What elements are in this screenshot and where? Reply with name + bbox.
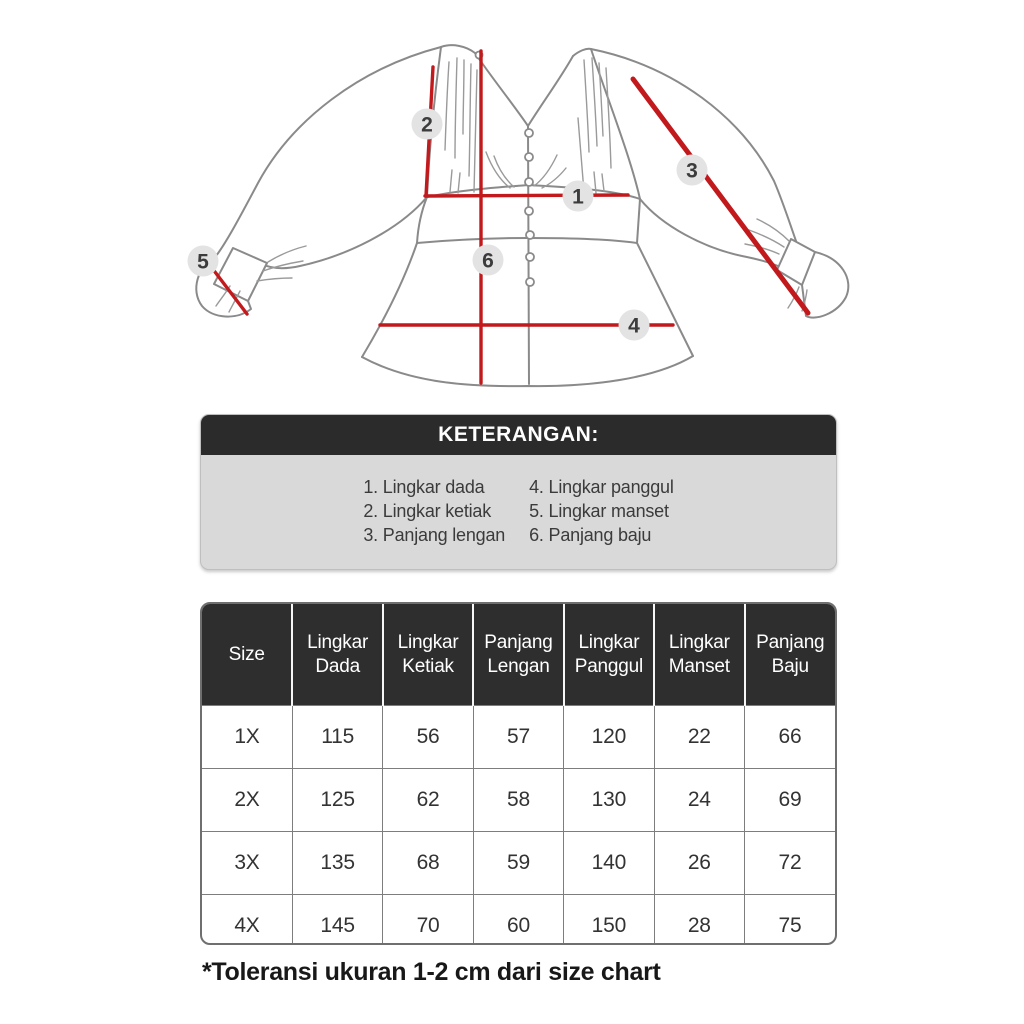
column-header-lingkar-dada [292,604,382,706]
size-table-grid [202,604,835,945]
cell-value: 150 [564,895,654,946]
header-line: Lingkar [397,631,459,653]
header-line: Manset [668,655,730,677]
cell-value: 130 [564,769,654,832]
pleat-line [455,58,457,158]
cuff-band-left [214,248,267,301]
header-line: Lingkar [307,631,369,653]
header-line: Lingkar [578,631,640,653]
cell-value: 75 [745,895,835,946]
pleat-line [542,168,566,188]
header-line: Lengan [487,655,550,677]
size-table-body [202,706,835,946]
header-row [202,604,835,706]
skirt-side-right [637,243,693,356]
cell-value: 70 [383,895,473,946]
marker-label: 1 [572,185,584,209]
legend-column-left [363,475,505,547]
cell-value: 59 [473,832,563,895]
marker-label: 3 [686,159,698,183]
pleat-line [474,70,477,192]
measurement-line-lingkar-dada [425,195,628,196]
column-header-panjang-lengan [473,604,563,706]
measurement-marker-2 [412,109,443,140]
neckline-right [573,49,591,56]
marker-label: 5 [197,250,209,274]
button [525,207,533,215]
table-row-1x [202,706,835,769]
header-line: Panggul [574,655,644,677]
legend-panel [200,414,837,570]
legend-item: 3. Panjang lengan [363,525,506,545]
v-neck [475,53,573,126]
button [526,278,534,286]
sleeve-left-outer [216,47,441,256]
sleeve-left-inner [262,197,427,268]
footnote: *Toleransi ukuran 1-2 cm dari size chart [202,958,661,986]
cell-size: 4X [202,895,292,946]
button [525,153,533,161]
cell-value: 115 [292,706,382,769]
pleat-line [469,64,471,176]
measurement-marker-1 [563,181,594,212]
gather-line [257,278,292,281]
header-line: Panjang [756,631,825,653]
cell-value: 66 [745,706,835,769]
column-header-lingkar-ketiak [383,604,473,706]
cell-value: 145 [292,895,382,946]
column-header-lingkar-panggul [564,604,654,706]
header-line: Dada [315,655,360,677]
hem [362,356,693,386]
measurement-marker-3 [677,155,708,186]
measurement-marker-5 [188,246,219,277]
marker-label: 4 [628,314,640,338]
sleeve-right-inner [640,199,780,267]
header-line: Lingkar [668,631,730,653]
cell-value: 120 [564,706,654,769]
cell-value: 68 [383,832,473,895]
legend-item: 1. Lingkar dada [363,477,485,497]
pleat-line [584,60,589,152]
cell-value: 26 [654,832,744,895]
table-row-4x [202,895,835,946]
cell-value: 62 [383,769,473,832]
pleat-line [592,58,597,146]
cell-value: 57 [473,706,563,769]
sleeve-right-outer [591,49,796,241]
cell-size: 2X [202,769,292,832]
blouse-line-art [196,45,848,386]
table-row-2x [202,769,835,832]
cell-value: 140 [564,832,654,895]
waist-side-right [637,199,640,243]
measurement-line-panjang-lengan [633,79,808,313]
legend-column-right [529,475,674,547]
cell-value: 69 [745,769,835,832]
measurement-marker-4 [619,310,650,341]
cell-value: 28 [654,895,744,946]
gather-line [757,219,789,241]
cell-value: 72 [745,832,835,895]
cell-value: 22 [654,706,744,769]
cell-value: 125 [292,769,382,832]
pleat-line [602,174,604,191]
armhole-seam-right [591,49,640,199]
size-table [200,602,837,945]
header-line: Panjang [484,631,553,653]
skirt-side-left [362,243,417,357]
cell-value: 56 [383,706,473,769]
gather-line [268,246,306,262]
column-header-lingkar-manset [654,604,744,706]
cell-size: 1X [202,706,292,769]
button [525,178,533,186]
cell-value: 60 [473,895,563,946]
button [526,253,534,261]
button [526,231,534,239]
legend-body [201,455,836,547]
header-line: Ketiak [402,655,454,677]
column-header-panjang-baju [745,604,835,706]
size-table-header [202,604,835,706]
cell-value: 135 [292,832,382,895]
header-line: Size [228,643,265,665]
cell-value: 58 [473,769,563,832]
legend-item: 5. Lingkar manset [529,501,669,521]
legend-title: KETERANGAN: [201,415,836,455]
cell-size: 3X [202,832,292,895]
marker-label: 6 [482,249,494,273]
button [525,129,533,137]
pleat-line [458,173,460,193]
legend-item: 2. Lingkar ketiak [363,501,492,521]
measurement-marker-6 [473,245,504,276]
legend-item: 4. Lingkar panggul [529,477,674,497]
pleat-line [486,152,510,188]
cell-value: 24 [654,769,744,832]
neckline-left [441,45,475,53]
column-header-size [202,604,292,706]
pleat-line [445,62,449,150]
pleat-line [606,68,611,168]
marker-label: 2 [421,113,433,137]
pleat-line [450,170,452,192]
header-line: Baju [771,655,809,677]
pleat-line [463,60,464,134]
garment-diagram [0,0,1024,410]
legend-item: 6. Panjang baju [529,525,652,545]
table-row-3x [202,832,835,895]
pleat-line [599,63,603,136]
